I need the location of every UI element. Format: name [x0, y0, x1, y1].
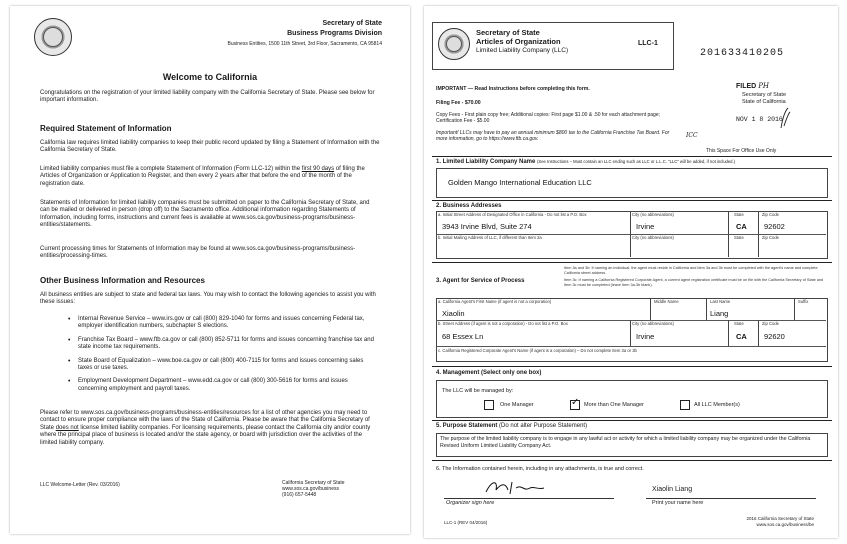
paragraph-refer-resources: Please refer to www.sos.ca.gov/business-programs/business-entities/resources for a list of other agencies you may need to contact to ensure proper compliance with the laws of the State of California. Please be aware that the California Secretary of State does not license limited liability companies. For licensing requirements, please contact the California city and/or county where the principal place of business is located and/or the state agency, or board with jurisdiction over the activities of the limited liability company. — [40, 410, 371, 446]
right-header-line2: Articles of Organization — [476, 37, 561, 46]
left-footer-web: www.sos.ca.gov/business — [282, 486, 339, 492]
city-value: Irvine — [636, 222, 655, 231]
agent-first-name-label: a. California Agent's First Name (if agent is not a corporation) — [438, 299, 552, 304]
stamp-signature-icon — [778, 106, 792, 130]
organizer-sign-label: Organizer sign here — [446, 500, 495, 506]
agent-last-name-value: Liang — [710, 309, 729, 318]
important-notice: IMPORTANT — Read Instructions before completing this form. — [436, 86, 590, 92]
divider — [758, 320, 759, 346]
divider — [794, 298, 795, 320]
mailing-city-label: City (no abbreviations) — [632, 235, 674, 240]
important-franchise-tax: Important! LLCs may have to pay an annual minimum $800 tax to the California Franchise Tax Board. For more information, go to https://www.ftb.ca.gov. — [436, 130, 670, 142]
state-seal-icon — [34, 18, 72, 56]
stamp-state: State of California — [742, 99, 786, 105]
state-seal-icon — [438, 28, 470, 60]
section3-heading: 3. Agent for Service of Process — [436, 278, 525, 284]
one-manager-label: One Manager — [500, 402, 534, 408]
more-than-one-manager-checkbox[interactable] — [570, 397, 580, 410]
right-footer-sos: 2016 California Secretary of State — [746, 516, 814, 521]
name-line — [646, 498, 816, 499]
agent-street-value: 68 Essex Ln — [442, 332, 484, 341]
agent-suffix-label: Suffix — [798, 299, 809, 304]
check-icon: ✓ — [571, 397, 580, 408]
divider — [432, 200, 832, 201]
agent-zip-label: Zip Code — [762, 321, 779, 326]
more-than-one-manager-label: More than One Manager — [584, 402, 644, 408]
divider — [436, 346, 826, 347]
section6-certification: 6. The Information contained herein, including in any attachments, is true and correct. — [436, 466, 644, 472]
organizer-signature-icon — [480, 476, 560, 498]
mailing-address-label: b. Initial Mailing Address of LLC, if different than Item 2a — [438, 235, 542, 240]
agent-instructions-3ab: Item 3a and 3b: If naming an individual, the agent must reside in California and Item 3a and 3b must be completed with the agent's name and complete California street address. — [564, 266, 818, 275]
stamp-sos: Secretary of State — [742, 92, 787, 98]
divider — [432, 262, 832, 263]
filed-stamp: FILED PH — [736, 82, 770, 90]
agent-instructions-3c: Item 3c: If naming a California Registered Corporate Agent, a current agent registration certificate must be on file with the California Secretary of State and Item 3c must be completed (leave Item 3a-3b blank). — [564, 278, 824, 287]
divider — [630, 320, 631, 346]
agent-zip-value: 92620 — [764, 332, 785, 341]
left-footer-phone: (916) 657-5448 — [282, 492, 317, 498]
purpose-statement: The purpose of the limited liability company is to engage in any lawful act or activity for which a limited liability company may be organized under the California Revised Uniform Limited Liability Company Act. — [440, 436, 811, 449]
paragraph-processing-times: Current processing times for Statements of Information may be found at www.sos.ca.gov/business-programs/business-entities/processing-times. — [40, 246, 356, 260]
form-id-llc1: LLC-1 — [638, 40, 658, 47]
left-header-line1: Secretary of State — [322, 20, 382, 27]
office-use-label: This Space For Office Use Only — [706, 148, 777, 154]
divider — [432, 156, 832, 157]
section5-heading: 5. Purpose Statement (Do not alter Purpose Statement) — [436, 423, 588, 429]
divider — [630, 211, 631, 257]
stamp-date: NOV 1 8 2016 — [736, 116, 783, 123]
agent-state-label: State — [734, 321, 744, 326]
section1-heading: 1. Limited Liability Company Name (See Instructions – Must contain an LLC ending such as LLC or L.L.C. "LLC" will be added, if not included.) — [436, 159, 736, 165]
stamp-icc: ICC — [686, 132, 698, 139]
state-label: State — [734, 212, 744, 217]
zip-value: 92602 — [764, 222, 785, 231]
mailing-state-label: State — [734, 235, 744, 240]
left-header-line2: Business Programs Division — [287, 30, 382, 37]
organizer-name-value: Xiaolin Liang — [652, 486, 693, 493]
section4-heading: 4. Management (Select only one box) — [436, 370, 542, 376]
list-item: • Internal Revenue Service – www.irs.gov or call (800) 829-1040 for forms and issues concerning Federal tax, employer identification numbers, subchapter S elections. — [78, 316, 374, 331]
divider — [432, 366, 832, 367]
welcome-title: Welcome to California — [162, 72, 258, 82]
agent-city-label: City (no abbreviations) — [632, 321, 674, 326]
right-header-line1: Secretary of State — [476, 28, 540, 37]
divider — [650, 298, 651, 320]
llc-name-value: Golden Mango International Education LLC — [448, 178, 592, 187]
paragraph-first-90-days: Limited liability companies must file a complete Statement of Information (Form LLC-12) within the first 90 days of filing the Articles of Organization or Application to Register, and then every 2 years after that before the end of the month of the registration date. — [40, 166, 365, 187]
articles-of-organization-page — [424, 6, 838, 538]
divider — [432, 420, 832, 421]
right-header-line3: Limited Liability Company (LLC) — [476, 47, 569, 54]
section2-heading: 2. Business Addresses — [436, 203, 502, 209]
mailing-zip-label: Zip Code — [762, 235, 779, 240]
print-name-label: Print your name here — [652, 500, 704, 506]
divider — [758, 211, 759, 257]
list-item: • Employment Development Department – www.edd.ca.gov or call (800) 300-5616 for forms and issues concerning employment and payroll taxes. — [78, 378, 374, 393]
agent-city-value: Irvine — [636, 332, 655, 341]
all-members-checkbox[interactable] — [680, 400, 690, 410]
state-value: CA — [736, 222, 747, 231]
one-manager-checkbox[interactable] — [484, 400, 494, 410]
management-lead: The LLC will be managed by: — [442, 388, 514, 394]
welcome-letter-page — [10, 6, 410, 534]
zip-label: Zip Code — [762, 212, 779, 217]
left-footer-form-id: LLC Welcome-Letter (Rev. 03/2016) — [40, 482, 120, 488]
divider — [432, 460, 832, 461]
city-label: City (no abbreviations) — [632, 212, 674, 217]
left-header-line3: Business Entities, 1500 11th Street, 3rd Floor, Sacramento, CA 95814 — [227, 41, 382, 47]
paragraph-law: California law requires limited liability companies to keep their public record updated by filing a Statement of Information with the California Secretary of State. — [40, 140, 380, 154]
street-address-label: a. Initial Street Address of Designated Office in California - Do not list a P.O. Box — [438, 212, 587, 217]
street-address-value: 3943 Irvine Blvd, Suite 274 — [442, 222, 532, 231]
file-number: 201633410205 — [700, 48, 785, 59]
agent-middle-name-label: Middle Name — [654, 299, 679, 304]
corporate-agent-label: c. California Registered Corporate Agent's Name (if agent is a corporation) – Do not complete Item 3a or 3b — [438, 348, 637, 353]
copy-fees: Copy Fees - First plain copy free; Additional copies: First page $1.00 & .50 for each attachment page; Certification Fee - $5.00 — [436, 112, 661, 124]
signature-line — [444, 498, 614, 499]
all-members-label: All LLC Member(s) — [694, 402, 740, 408]
agent-street-label: b. Street Address (if agent is not a corporation) - Do not list a P.O. Box — [438, 321, 568, 326]
left-footer-sos: California Secretary of State — [282, 480, 345, 486]
right-footer-web: www.sos.ca.gov/business/be — [756, 522, 814, 527]
paragraph-paper-filing: Statements of Information for limited liability companies must be submitted on paper to the California Secretary of State, and can be mailed or delivered in person (drop off) to the Sacramento office. Additional information regarding Statements of Information, including forms, instructions and current fees is available at www.sos.ca.gov/business-programs/business-entities/statements. — [40, 200, 370, 229]
divider — [706, 298, 707, 320]
list-item: • Franchise Tax Board – www.ftb.ca.gov or call (800) 852-5711 for forms and issues concerning franchise tax and state income tax requirements. — [78, 337, 374, 352]
agent-state-value: CA — [736, 332, 747, 341]
agent-last-name-label: Last Name — [710, 299, 731, 304]
other-business-heading: Other Business Information and Resources — [40, 276, 205, 285]
statement-of-information-heading: Required Statement of Information — [40, 124, 172, 133]
welcome-intro: Congratulations on the registration of your limited liability company with the California Secretary of State. Please see below for important information. — [40, 90, 375, 104]
management-box — [436, 380, 828, 418]
agent-first-name-value: Xiaolin — [442, 309, 465, 318]
paragraph-tax-laws: All business entities are subject to state and federal tax laws. You may wish to contact the following agencies to assist you with these issues: — [40, 292, 376, 306]
filing-fee: Filing Fee - $70.00 — [436, 100, 481, 106]
divider — [728, 320, 729, 346]
divider — [728, 211, 729, 257]
agency-list — [78, 316, 374, 399]
list-item: • State Board of Equalization – www.boe.ca.gov or call (800) 400-7115 for forms and issues concerning sales taxes or use taxes. — [78, 358, 374, 373]
right-footer-form-id: LLC-1 (REV 04/2016) — [444, 520, 488, 525]
